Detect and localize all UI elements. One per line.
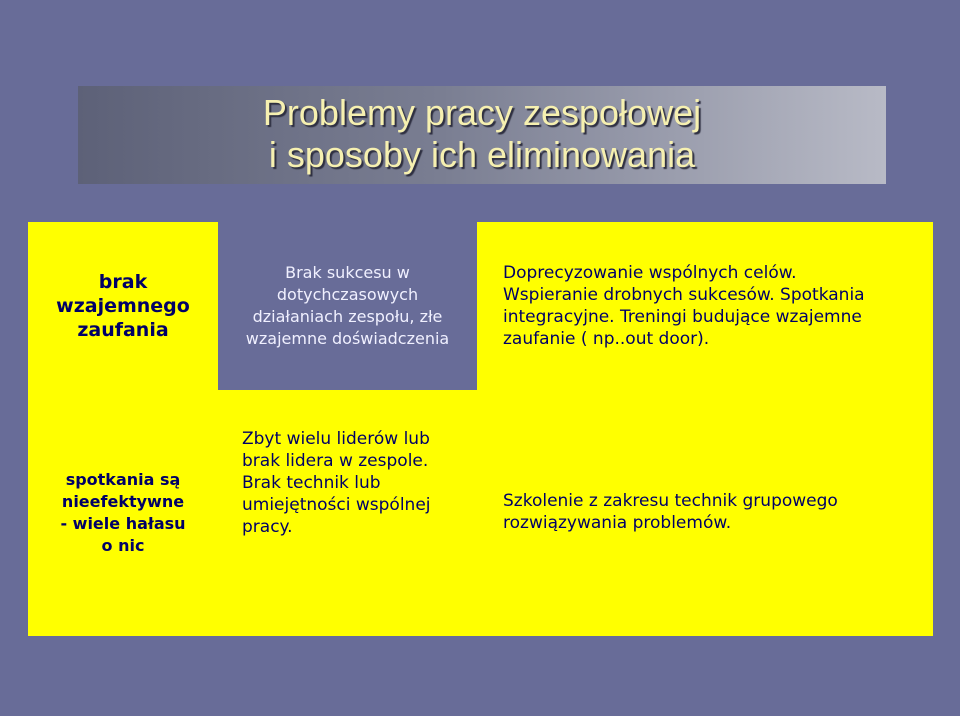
solution-text-1	[477, 262, 933, 350]
problem-cell-1	[28, 222, 218, 390]
solution-cell-2	[477, 390, 933, 636]
title-banner	[78, 86, 886, 184]
problem-cell-2	[28, 390, 218, 636]
cause-2-line: umiejętności wspólnej	[242, 495, 431, 515]
cause-1-line: dotychczasowych	[276, 285, 419, 304]
problem-2-line: nieefektywne	[61, 492, 185, 511]
cause-1-line: wzajemne doświadczenia	[245, 329, 450, 348]
title-line-2: i sposoby ich eliminowania	[268, 134, 696, 175]
cause-text-2	[218, 428, 477, 538]
problem-1-line: wzajemnego	[56, 295, 190, 317]
problem-2-line: spotkania są	[65, 470, 181, 489]
solution-1-line: Wspieranie drobnych sukcesów. Spotkania	[503, 285, 865, 305]
problem-1-line: brak	[98, 271, 148, 293]
solution-1-line: zaufanie ( np..out door).	[503, 329, 710, 349]
solution-text-2	[477, 490, 933, 534]
cause-2-line: Brak technik lub	[242, 473, 381, 493]
title-line-1: Problemy pracy zespołowej	[262, 92, 702, 133]
problem-text-1	[28, 270, 218, 342]
page-title	[78, 86, 886, 176]
cause-cell-2	[218, 390, 477, 636]
problem-1-line: zaufania	[77, 319, 169, 341]
cause-1-line: działaniach zespołu, złe	[252, 307, 443, 326]
problem-text-2	[28, 469, 218, 557]
cause-2-line: pracy.	[242, 517, 293, 537]
cause-2-line: Zbyt wielu liderów lub	[242, 429, 430, 449]
solution-2-line: rozwiązywania problemów.	[503, 513, 732, 533]
solution-cell-1	[477, 222, 933, 390]
solution-1-line: integracyjne. Treningi budujące wzajemne	[503, 307, 862, 327]
solution-1-line: Doprecyzowanie wspólnych celów.	[503, 263, 797, 283]
cause-1-line: Brak sukcesu w	[285, 263, 410, 282]
cause-text-1	[218, 262, 477, 350]
problem-2-line: o nic	[101, 536, 145, 555]
problem-2-line: - wiele hałasu	[60, 514, 186, 533]
cause-cell-1	[218, 222, 477, 390]
cause-2-line: brak lidera w zespole.	[242, 451, 429, 471]
solution-2-line: Szkolenie z zakresu technik grupowego	[503, 491, 838, 511]
